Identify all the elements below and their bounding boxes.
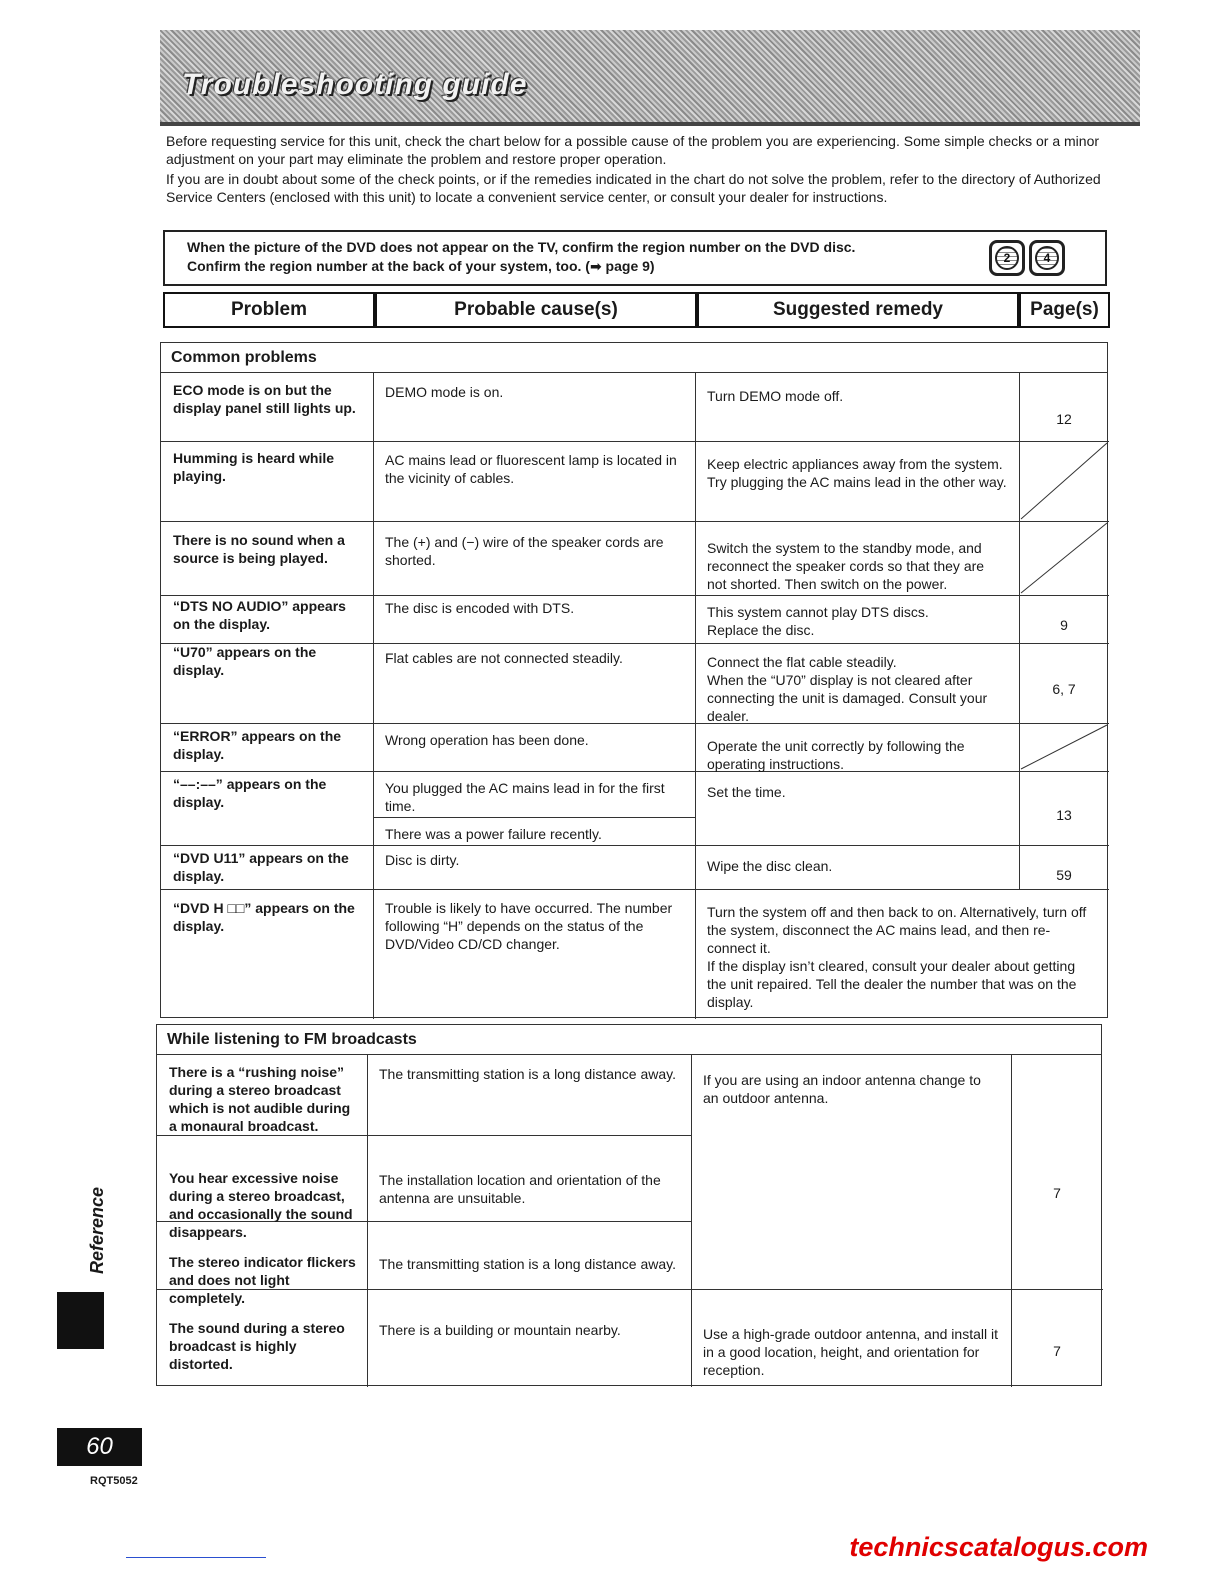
section-title: While listening to FM broadcasts bbox=[157, 1025, 1101, 1055]
cause-cell: The transmitting station is a long distance away. bbox=[379, 1066, 677, 1082]
cause-cell: The (+) and (−) wire of the speaker cords are shorted. bbox=[385, 534, 664, 568]
problem-cell: “U70” appears on the display. bbox=[173, 644, 317, 678]
page-ref: 12 bbox=[1056, 411, 1072, 427]
notice-line-2: Confirm the region number at the back of your system, too. (➡ page 9) bbox=[187, 258, 655, 274]
problem-cell: ECO mode is on but the display panel still lights up. bbox=[173, 382, 356, 416]
region-globe-icon: 4 bbox=[1029, 240, 1065, 276]
remedy-cell: Connect the flat cable steadily. When the “U70” display is not cleared after connecting the unit is damaged. Consult your dealer. bbox=[707, 654, 988, 724]
remedy-cell: Keep electric appliances away from the system. Try plugging the AC mains lead in the other way. bbox=[707, 456, 1007, 490]
region-globe-icon: 2 bbox=[989, 240, 1025, 276]
problem-cell: There is a “rushing noise” during a stereo broadcast which is not audible during a monaural broadcast. bbox=[169, 1064, 351, 1134]
remedy-cell: Turn DEMO mode off. bbox=[707, 388, 844, 404]
intro-paragraph-2: If you are in doubt about some of the check points, or if the remedies indicated in the chart do not solve the problem, refer to the directory of Authorized Service Centers (enclosed with this unit) to locate a convenient service center, or consult your dealer for instructions. bbox=[166, 171, 1101, 205]
header-problem: Problem bbox=[163, 292, 375, 328]
page-title: Troubleshooting guide bbox=[182, 68, 528, 101]
cause-cell: The installation location and orientation of the antenna are unsuitable. bbox=[379, 1172, 661, 1206]
cause-cell: Disc is dirty. bbox=[385, 852, 460, 868]
fm-problems-section bbox=[156, 1024, 1102, 1386]
header-pages: Page(s) bbox=[1019, 292, 1110, 328]
page-ref: 6, 7 bbox=[1052, 681, 1076, 697]
shared-remedy-cell: If you are using an indoor antenna change to an outdoor antenna. bbox=[703, 1072, 981, 1106]
side-tab-block bbox=[57, 1292, 104, 1349]
not-applicable-slash bbox=[1019, 441, 1109, 521]
problem-cell: There is no sound when a source is being played. bbox=[173, 532, 345, 566]
cause-cell: Wrong operation has been done. bbox=[385, 732, 589, 748]
problem-cell: “DVD U11” appears on the display. bbox=[173, 850, 349, 884]
remedy-cell: Wipe the disc clean. bbox=[707, 858, 833, 874]
document-code: RQT5052 bbox=[90, 1475, 138, 1487]
cause-cell: AC mains lead or fluorescent lamp is located in the vicinity of cables. bbox=[385, 452, 677, 486]
intro-text bbox=[166, 132, 1116, 208]
remedy-cell: Turn the system off and then back to on. Alternatively, turn off the system, disconnect the AC mains lead, and then re-connect it. If the display isn’t cleared, consult your dealer about getting the unit repaired. Tell the dealer the number that was on the display. bbox=[707, 904, 1087, 1010]
header-cause: Probable cause(s) bbox=[375, 292, 697, 328]
cause-cell: You plugged the AC mains lead in for the first time. bbox=[385, 780, 665, 814]
problem-cell: “ERROR” appears on the display. bbox=[173, 728, 342, 762]
title-banner bbox=[160, 30, 1140, 126]
not-applicable-slash bbox=[1019, 521, 1109, 595]
problem-cell: You hear excessive noise during a stereo broadcast, and occasionally the sound disappears. bbox=[169, 1170, 353, 1240]
page-ref: 7 bbox=[1053, 1343, 1061, 1359]
page-ref: 9 bbox=[1060, 617, 1068, 633]
remedy-cell: This system cannot play DTS discs. Replace the disc. bbox=[707, 604, 929, 638]
problem-cell: “––:––” appears on the display. bbox=[173, 776, 327, 810]
remedy-cell: Set the time. bbox=[707, 784, 786, 800]
region-badges bbox=[989, 240, 1065, 276]
footer-link-underline bbox=[126, 1557, 266, 1558]
page-ref: 13 bbox=[1056, 807, 1072, 823]
cause-cell: The disc is encoded with DTS. bbox=[385, 600, 575, 616]
problem-cell: Humming is heard while playing. bbox=[173, 450, 335, 484]
section-title: Common problems bbox=[161, 343, 1107, 373]
cause-cell: The transmitting station is a long distance away. bbox=[379, 1256, 677, 1272]
common-problems-section bbox=[160, 342, 1108, 1018]
problem-cell: “DVD H □□” appears on the display. bbox=[173, 900, 355, 934]
page-ref: 59 bbox=[1056, 867, 1072, 883]
problem-cell: The stereo indicator flickers and does not light completely. bbox=[169, 1254, 356, 1306]
remedy-cell: Use a high-grade outdoor antenna, and install it in a good location, height, and orientation for reception. bbox=[703, 1326, 998, 1378]
website-watermark[interactable]: technicscatalogus.com bbox=[849, 1532, 1148, 1562]
page-ref: 7 bbox=[1053, 1185, 1061, 1201]
problem-cell: The sound during a stereo broadcast is highly distorted. bbox=[169, 1320, 345, 1372]
cause-cell: Flat cables are not connected steadily. bbox=[385, 650, 623, 666]
remedy-cell: Operate the unit correctly by following the operating instructions. bbox=[707, 738, 965, 772]
intro-paragraph-1: Before requesting service for this unit, check the chart below for a possible cause of the problem you are experiencing. Some simple checks or a minor adjustment on your part may eliminate the problem and restore proper operation. bbox=[166, 133, 1100, 167]
header-remedy: Suggested remedy bbox=[697, 292, 1019, 328]
problem-cell: “DTS NO AUDIO” appears on the display. bbox=[173, 598, 346, 632]
cause-cell: Trouble is likely to have occurred. The number following “H” depends on the status of the DVD/Video CD/CD changer. bbox=[385, 900, 673, 952]
cause-cell: DEMO mode is on. bbox=[385, 384, 504, 400]
region-notice-box bbox=[163, 230, 1107, 286]
cause-cell: There was a power failure recently. bbox=[385, 826, 602, 842]
table-header bbox=[163, 292, 1110, 328]
page-number: 60 bbox=[57, 1428, 142, 1466]
notice-line-1: When the picture of the DVD does not appear on the TV, confirm the region number on the DVD disc. bbox=[187, 239, 856, 255]
side-section-label: Reference bbox=[87, 1186, 108, 1275]
remedy-cell: Switch the system to the standby mode, and reconnect the speaker cords so that they are not shorted. Then switch on the power. bbox=[707, 540, 985, 592]
cause-cell: There is a building or mountain nearby. bbox=[379, 1322, 621, 1338]
not-applicable-slash bbox=[1019, 723, 1109, 771]
